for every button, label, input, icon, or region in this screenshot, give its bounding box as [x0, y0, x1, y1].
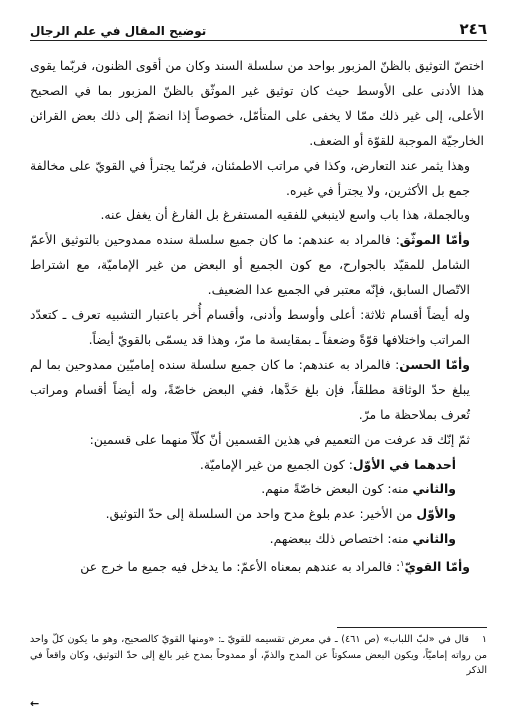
paragraph: وهذا يثمر عند التعارض، وكذا في مراتب الاطمئنان، فربّما يجترأ في القويّ على مخالفة جمع بل الأكثرين، ولا يجترأ في غيره.	[30, 157, 470, 198]
paragraph: وبالجملة، هذا باب واسع لاينبغي للفقيه المستفرغ بل الفارغ أن يغفل عنه.	[100, 207, 470, 223]
list-item	[30, 477, 484, 502]
footnote-number: ١	[481, 634, 487, 645]
continued-arrow-icon: ←	[30, 697, 40, 710]
paragraph: اختصّ التوثيق بالظنّ المزبور بواحد من سلسلة السند وكان من أقوى الظنون، فربّما يقوى هذا الأدنى على الأوسط حيث كان توثيق غير الموثّق بالظنّ المزبور بما في الصحيح الأعلى، إلى غير ذلك ممّا لا يخفى على المتأمّل، خصوصاً إذا انضمّ إلى ذلك بعض القرائن الخارجيّة الموجبة للقوّة أو الضعف.	[30, 58, 484, 148]
running-header	[30, 16, 487, 38]
footnote	[30, 632, 487, 679]
term-muwaththaq: وأمّا الموثّق	[399, 232, 470, 248]
list-text: : كون الجميع من غير الإماميّة.	[199, 456, 353, 472]
term-qawi: وأمّا القويّ	[404, 559, 470, 575]
definition-text: : فالمراد به عندهم: ما كان جميع سلسلة سنده ممدوحين بالتوثيق الأعمّ الشامل للمقيّد بالجوارح، مع كون الجميع أو البعض من غير الإماميّة، مع اشتراط الاتّصال السابق، فإنّه معتبر في الجميع عدا الضعيف.	[30, 232, 470, 298]
list-term: والثاني	[412, 531, 456, 547]
definition-text: : فالمراد به عندهم: ما كان جميع سلسلة سنده إماميّين ممدوحين بما لم يبلغ حدّ الوثاقة مطلقاً، فإن بلغ حَدَّها، ففي البعض خاصّةً، وله أيضاً أقسام ومراتب تُعرف بملاحظة ما مرّ.	[30, 356, 470, 422]
list-item	[30, 453, 484, 478]
list-text: منه: كون البعض خاصّةً منهم.	[261, 481, 413, 497]
footnote-reference[interactable]: ١	[400, 559, 405, 569]
term-hasan: وأمّا الحسن	[399, 356, 470, 372]
page-number: ٢٤٦	[459, 20, 487, 38]
main-text	[30, 54, 484, 580]
paragraph	[30, 552, 484, 580]
list-text: منه: اختصاص ذلك ببعضهم.	[269, 531, 413, 547]
list-text: من الأخير: عدم بلوغ مدح واحد من السلسلة إلى حدّ التوثيق.	[105, 506, 417, 522]
definition-text: : فالمراد به عندهم بمعناه الأعمّ: ما يدخل فيه جميع ما خرج عن	[80, 559, 401, 575]
list-term: والأوّل	[416, 506, 456, 522]
paragraph	[30, 228, 484, 303]
book-title: توضيح المقال في علم الرجال	[30, 24, 207, 38]
paragraph: ثمّ إنّك قد عرفت من التعميم في هذين القسمين أنّ كلّاً منهما على قسمين:	[89, 431, 470, 447]
paragraph	[30, 353, 484, 428]
paragraph: وله أيضاً أقسام ثلاثة: أعلى وأوسط وأدنى، وأقسام أُخر باعتبار التشبيه تعرف ـ كتعدّد المراتب واختلافها قوّةً وضعفاً ـ بمقايسة ما مرّ، وهذا قد يسمّى بالقويّ أيضاً.	[30, 307, 470, 347]
list-term: أحدهما في الأوّل	[352, 456, 456, 472]
list-term: والثاني	[412, 481, 456, 497]
footnote-rule	[337, 627, 487, 628]
list-item	[30, 502, 484, 527]
footnote-text: قال في «لبّ اللباب» (ص ٤٦١) ـ في معرض تقسيمه للقويّ ـ: «ومنها القويّ كالصحيح، وهو ما يكون كلّ واحد من رواته إماميّاً، ويكون البعض مسكوتاً عن المدح والذمّ، أو ممدوحاً بمدح غير بالغ إلى حدّ التوثيق، وكان واقعاً في الذكر	[30, 634, 487, 676]
footnotes	[30, 632, 487, 679]
list-item	[30, 527, 484, 552]
header-rule	[30, 40, 487, 41]
